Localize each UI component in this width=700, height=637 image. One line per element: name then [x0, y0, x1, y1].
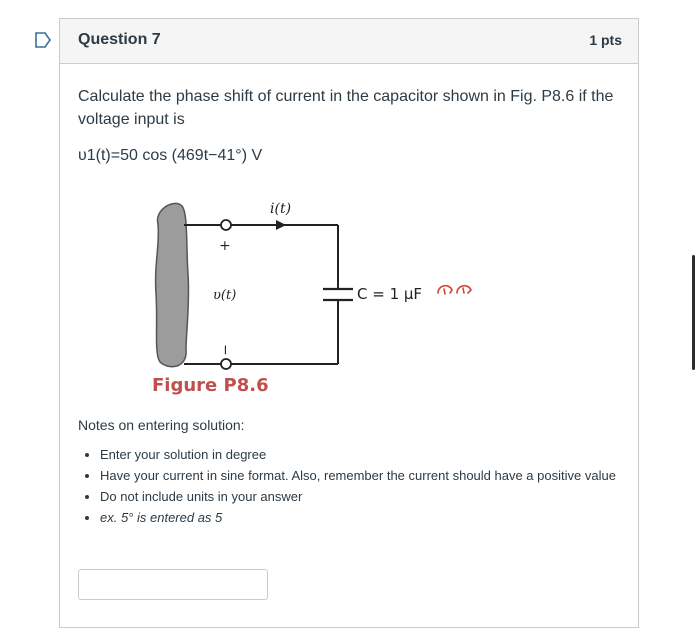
- voltage-label: υ(t): [213, 288, 237, 303]
- notes-list: [80, 445, 645, 529]
- list-item: • ex. 5° is entered as 5: [100, 508, 645, 528]
- question-header: [60, 19, 638, 64]
- answer-input[interactable]: [78, 569, 268, 600]
- flag-question-icon[interactable]: [34, 32, 52, 48]
- current-arrow: [276, 220, 286, 230]
- voltage-equation: υ1(t)=50 cos (469t−41°) V: [78, 147, 263, 164]
- scrollbar[interactable]: [692, 255, 695, 370]
- handwritten-scribble-icon: [435, 281, 480, 297]
- source-blob: [156, 203, 189, 366]
- figure-caption: Figure P8.6: [152, 375, 269, 396]
- question-card: [59, 18, 639, 628]
- list-item: • Enter your solution in degree: [100, 445, 645, 465]
- list-item: • Do not include units in your answer: [100, 487, 645, 507]
- capacitor-label: C = 1 μF: [357, 285, 423, 303]
- circuit-figure: [148, 184, 423, 404]
- notes-title: Notes on entering solution:: [78, 417, 245, 433]
- question-points: 1 pts: [589, 32, 622, 48]
- question-title: Question 7: [78, 31, 161, 48]
- minus-sign: −: [217, 344, 233, 356]
- current-label: i(t): [270, 201, 292, 217]
- list-item: • Have your current in sine format. Also, remember the current should have a positive value: [100, 466, 645, 486]
- plus-sign: +: [219, 238, 231, 254]
- question-prompt: Calculate the phase shift of current in the capacitor shown in Fig. P8.6 if the voltage input is: [78, 88, 614, 128]
